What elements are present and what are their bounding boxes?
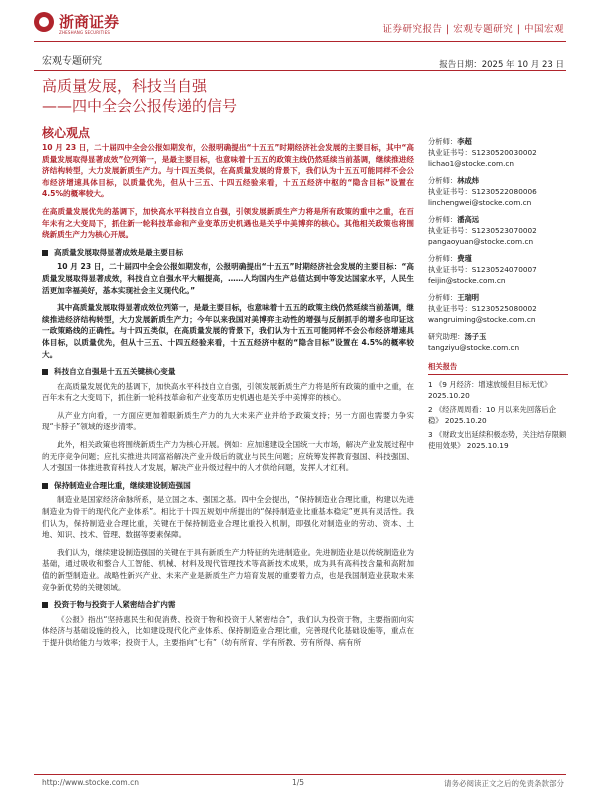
summary-paragraph-1: 10 月 23 日，二十届四中全会公报如期发布，公报明确提出“十五五”时期经济社会发展的主要目标，其中“高质量发展取得显著成效”位列第一，是最主要目标，也意味着十五五的政策主线仍然延续当前基调，继续推进经济结构转型，大力发展新质生产力。与十四五类似，在高质量发展的背景下，我们认为十五五可能同样不会公布经济增速具体目标，以质量优先，但从十三五、十四五经验来看，十五五经济中枢的“隐含目标”设置在 4.5%的概率较大。 [42, 143, 414, 199]
core-heading: 核心观点 [42, 126, 91, 140]
analyst-role: 分析师： [428, 215, 458, 224]
analyst-name: 林成炜 [457, 176, 480, 185]
analyst-cert: 执业证书号：S1230523070002 [428, 226, 537, 235]
section-4-paragraph-1: 《公报》指出“坚持惠民生和促消费、投资于物和投资于人紧密结合”，我们认为投资于物，主要指面向实体经济与基础设施的投入，比如建设现代化产业体系、保持制造业合理比重，完善现代化基础设施等，重点在于提升供给能力与效率；投资于人，主要指向“七有”（幼有所育、学有所教、劳有所得、病有所 [42, 614, 414, 647]
page-header [0, 0, 600, 44]
related-reports-title: 相关报告 [428, 361, 568, 375]
analyst-name: 李超 [457, 137, 472, 146]
analyst-name: 王瑞明 [457, 293, 480, 302]
analyst-role: 分析师： [428, 254, 458, 263]
analyst-email[interactable]: feijin@stocke.com.cn [428, 276, 506, 285]
title-divider [34, 70, 566, 71]
related-report-item[interactable]: 2 《经济周周看：10 月以来先回落后企稳》 2025.10.20 [428, 405, 557, 425]
bullet-square-icon [42, 483, 48, 489]
header-divider [34, 41, 566, 42]
analyst-email[interactable]: wangruiming@stocke.com.cn [428, 315, 536, 324]
assistant-name: 汤子玉 [464, 332, 487, 341]
analyst-cert: 执业证书号：S1230522080006 [428, 187, 537, 196]
logo-subtext: ZHESHANG SECURITIES [59, 30, 111, 35]
analyst-name: 费瑾 [457, 254, 472, 263]
bullet-square-icon [42, 602, 48, 608]
summary-paragraph-2: 在高质量发展优先的基调下，加快高水平科技自立自强，引领发展新质生产力将是所有政策的重中之重，在百年未有之大变局下，抓住新一轮科技革命和产业变革历史机遇也是关乎中美博弈的核心。其他相关政策也将围绕新质生产力为核心开展。 [42, 206, 414, 240]
analyst-card [428, 292, 568, 325]
report-category: 证券研究报告 | 宏观专题研究 | 中国宏观 [382, 24, 564, 35]
section-title: 高质量发展取得显著成效是最主要目标 [54, 247, 184, 257]
logo-mark-icon [34, 12, 54, 32]
related-report-item[interactable]: 3 《财政支出延续积极态势，关注结存限额使用效果》 2025.10.19 [428, 430, 567, 450]
analyst-card [428, 175, 568, 208]
series-label: 宏观专题研究 [42, 56, 102, 67]
title-sub: ——四中全会公报传递的信号 [42, 97, 238, 115]
analyst-cert: 执业证书号：S1230520030002 [428, 148, 537, 157]
company-logo [34, 12, 120, 35]
section-heading-1 [42, 247, 414, 259]
analyst-email[interactable]: linchengwei@stocke.com.cn [428, 198, 532, 207]
analyst-role: 分析师： [428, 137, 458, 146]
footer-disclaimer: 请务必阅读正文之后的免责条款部分 [444, 779, 564, 788]
analyst-role: 分析师： [428, 176, 458, 185]
section-2-paragraph-3: 此外，相关政策也将围绕新质生产力为核心开展。例如：应加速建设全国统一大市场，解决产业发展过程中的无序竞争问题；应扎实推进共同富裕解决产业升级后的就业与民生问题；应统筹发挥教育强国、科技强国、人才强国一体推进教育科技人才发展，解决产业升级过程中的人才供给问题，发挥人才红利。 [42, 440, 414, 473]
assistant-email[interactable]: tangziyu@stocke.com.cn [428, 343, 520, 352]
footer-divider [34, 774, 566, 775]
analyst-card [428, 214, 568, 247]
analyst-cert: 执业证书号：S1230524070007 [428, 265, 537, 274]
main-column [42, 142, 414, 655]
section-2-paragraph-2: 从产业方向看，一方面应更加着眼新质生产力的九大未来产业并给予政策支持；另一方面也需要力争实现“卡脖子”领域的逐步清零。 [42, 410, 414, 432]
section-1-paragraph-2: 其中高质量发展取得显著成效位列第一，是最主要目标，也意味着十五五的政策主线仍然延续当前基调，继续推进经济结构转型，大力发展新质生产力；今年以来我国对美博弈主动性的增强与反制抓手的增多也印证这一政策路线的正确性。与十四五类似，在高质量发展的背景下，我们认为十五五可能同样不会公布经济增速具体目标，以质量优先，但从十三五、十四五经验来看，十五五经济中枢的“隐含目标”设置在 4.5%的概率较大。 [42, 303, 414, 359]
analyst-email[interactable]: lichao1@stocke.com.cn [428, 159, 515, 168]
analyst-card [428, 253, 568, 286]
section-1-paragraph-1: 10 月 23 日，二十届四中全会公报如期发布，公报明确提出“十五五”时期经济社会发展的主要目标：“高质量发展取得显著成效，科技自立自强水平大幅提高，……人均国内生产总值达到中等发达国家水平，人民生活更加幸福美好，基本实现社会主义现代化。” [42, 262, 414, 295]
section-title: 投资于物与投资于人紧密结合扩内需 [54, 600, 176, 610]
section-heading-4 [42, 599, 414, 611]
footer-website[interactable]: http://www.stocke.com.cn [42, 778, 139, 787]
analyst-name: 潘高远 [457, 215, 480, 224]
bullet-square-icon [42, 369, 48, 375]
section-2-paragraph-1: 在高质量发展优先的基调下，加快高水平科技自立自强，引领发展新质生产力将是所有政策的重中之重，在百年未有之大变局下，抓住新一轮科技革命和产业变革历史机遇也是关乎中美博弈的核心。 [42, 381, 414, 403]
report-date: 报告日期：2025 年 10 月 23 日 [439, 60, 564, 70]
section-3-paragraph-2: 我们认为，继续建设制造强国的关键在于具有新质生产力特征的先进制造业。先进制造业是以传统制造业为基础，通过吸收和整合人工智能、机械、材料及现代管理技术等高新技术成果，成为具有高科技含量和高附加值的新型制造业。战略性新兴产业、未来产业是新质生产力培育发展的重要着力点，也是我国制造业获取未来竞争新优势的关键领域。 [42, 547, 414, 592]
bullet-square-icon [42, 250, 48, 256]
section-heading-2 [42, 366, 414, 378]
section-heading-3 [42, 480, 414, 492]
analyst-role: 分析师： [428, 293, 458, 302]
analyst-cert: 执业证书号：S1230525080002 [428, 304, 537, 313]
report-title [42, 76, 237, 116]
related-report-item[interactable]: 1 《9 月经济：增速放缓但目标无忧》 2025.10.20 [428, 380, 552, 400]
section-title: 保持制造业合理比重，继续建设制造强国 [54, 480, 191, 490]
assistant-role: 研究助理： [428, 332, 465, 341]
analyst-email[interactable]: pangaoyuan@stocke.com.cn [428, 237, 534, 246]
title-main: 高质量发展，科技当自强 [42, 77, 208, 95]
sidebar [428, 136, 568, 454]
analyst-card [428, 136, 568, 169]
section-3-paragraph-1: 制造业是国家经济命脉所系，是立国之本、强国之基。四中全会提出，“保持制造业合理比重，构建以先进制造业为骨干的现代化产业体系”。相比于十四五规划中所提出的“保持制造业比重基本稳定”更具有灵活性。我们认为，保持制造业合理比重，关键在于保持制造业合理比重投入机制，即强化对制造业的劳动、资本、土地、知识、技术、管理、数据等要素保障。 [42, 495, 414, 540]
section-title: 科技自立自强是十五五关键核心变量 [54, 367, 176, 377]
logo-text: 浙商证券 [59, 12, 120, 31]
assistant-card [428, 331, 568, 353]
page-number: 1/5 [292, 778, 305, 787]
